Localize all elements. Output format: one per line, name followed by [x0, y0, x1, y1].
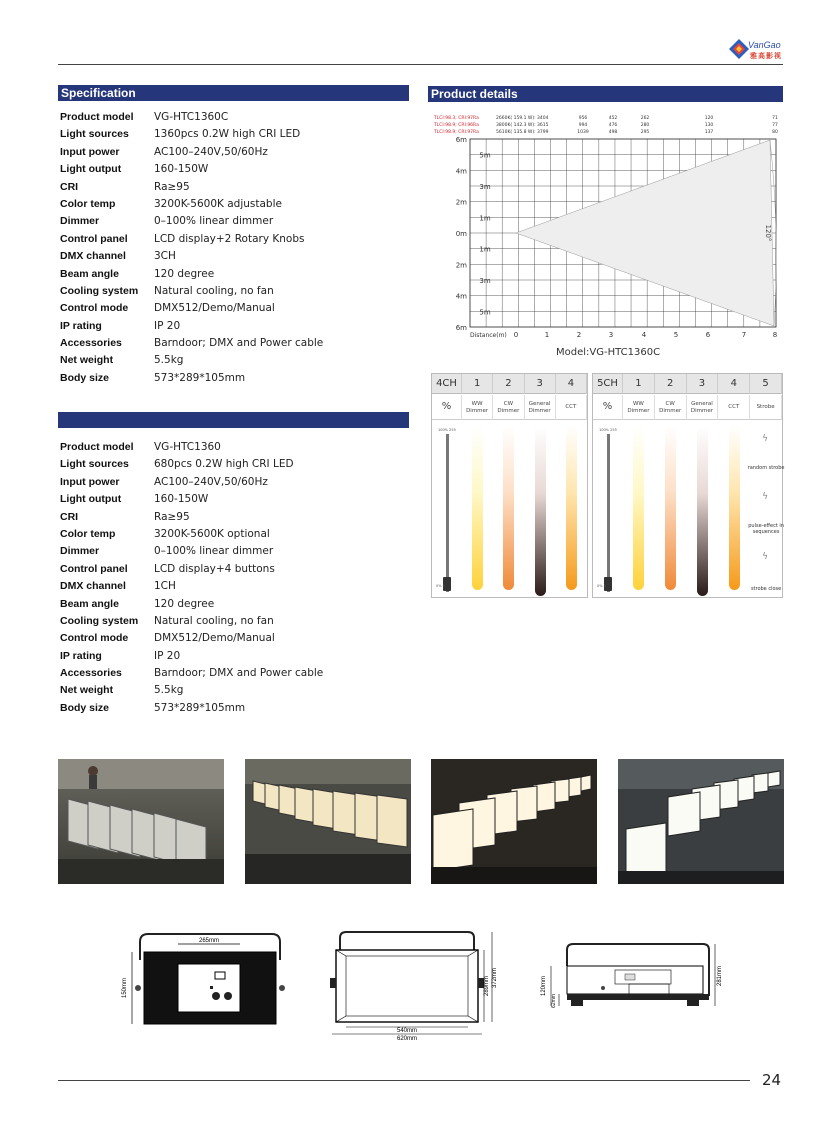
- spec-label: CRI: [60, 180, 79, 193]
- dmx-sub-cell: WW Dimmer: [623, 395, 655, 420]
- dmx-sub-cell: General Dimmer: [525, 395, 556, 420]
- spec-value: AC100–240V,50/60Hz: [154, 475, 268, 488]
- spec-label: Product model: [60, 441, 134, 453]
- dmx-header-row: [432, 374, 587, 394]
- series-name: 5610K( 135.8 W): 3799: [496, 130, 549, 135]
- cri-note: TLCI:98.9; CRI:97Ra: [434, 130, 479, 135]
- spec-label: Product model: [60, 111, 134, 123]
- dmx-header-cell: 4CH: [432, 374, 462, 394]
- spec-label: Cooling system: [60, 284, 139, 297]
- scale-bottom: 0% 0: [436, 584, 445, 588]
- spec-label: Accessories: [60, 337, 122, 350]
- drawing-side: [535, 940, 725, 1019]
- spec-label: Control mode: [60, 632, 129, 645]
- dmx-sub-cell: Strobe: [750, 395, 782, 420]
- spec-label: Light sources: [60, 458, 129, 471]
- series-value: 1039: [577, 130, 589, 135]
- x-tick-label: 5: [673, 331, 679, 339]
- dmx-table-5ch: [592, 373, 783, 598]
- top-rule: [58, 64, 783, 65]
- channel-gradient: [535, 426, 546, 596]
- brand-logo: [728, 38, 788, 62]
- series-value: 80: [772, 130, 778, 135]
- side-small-label: 62mm: [551, 994, 557, 1008]
- spec-label: Net weight: [60, 354, 114, 367]
- scale-bottom: 0% 0: [597, 584, 606, 588]
- dmx-sub-cell: General Dimmer: [687, 395, 719, 420]
- y-tick-label: 6m: [455, 324, 467, 332]
- spec-value: Natural cooling, no fan: [154, 284, 274, 297]
- spec-value: VG-HTC1360C: [154, 111, 229, 123]
- channel-gradient: [472, 426, 483, 590]
- spec-label: Control panel: [60, 562, 128, 575]
- dmx-sub-cell: CW Dimmer: [655, 395, 687, 420]
- beam-angle-label: 120°: [764, 224, 772, 242]
- spec-value: Ra≥95: [154, 510, 190, 523]
- spec-value: IP 20: [154, 649, 181, 662]
- x-axis-label: Distance(m): [470, 332, 507, 339]
- top-h1-label: 289mm: [484, 975, 490, 997]
- cri-note: TLCI:98.9; CRI:96Ra: [434, 123, 479, 128]
- page-number: 24: [762, 1071, 782, 1089]
- y-tick-label: 2m: [455, 261, 467, 270]
- spec-value: Barndoor; DMX and Power cable: [154, 667, 324, 680]
- series-value: 956: [578, 116, 588, 121]
- spec-value: Natural cooling, no fan: [154, 614, 274, 627]
- inner-tick-label: 1m: [479, 245, 491, 254]
- spec-label: Color temp: [60, 527, 116, 540]
- channel-gradient: [633, 426, 644, 590]
- spec-value: Barndoor; DMX and Power cable: [154, 337, 324, 350]
- series-value: 476: [608, 123, 618, 128]
- spec-label: DMX channel: [60, 580, 126, 593]
- series-value: 262: [640, 116, 650, 121]
- dmx-header-cell: 1: [623, 374, 655, 394]
- dmx-header-cell: 3: [687, 374, 719, 394]
- spec-label: Control panel: [60, 232, 128, 245]
- spec-label: Body size: [60, 701, 110, 714]
- dmx-header-row: [593, 374, 782, 394]
- top-inner-label: 540mm: [396, 1028, 418, 1034]
- spec-value: 120 degree: [154, 267, 215, 280]
- details-title: Product details: [431, 87, 518, 101]
- side-height-label: 281mm: [717, 965, 723, 987]
- channel-gradient: [697, 426, 708, 596]
- spec2-title-bar: [58, 412, 409, 428]
- spec-value: IP 20: [154, 319, 181, 332]
- dmx-table-4ch: [431, 373, 588, 598]
- logo-cn: 雅高影视: [750, 52, 782, 60]
- photo-row-bright: [431, 759, 597, 884]
- dmx-header-cell: 4: [718, 374, 750, 394]
- series-value: 120: [704, 116, 714, 121]
- cri-note: TLCI:98.3; CRI:97Ra: [434, 116, 479, 121]
- y-tick-label: 4m: [455, 167, 467, 176]
- dmx-header-cell: 1: [462, 374, 493, 394]
- dmx-header-cell: 4: [556, 374, 587, 394]
- spec-value: 3200K-5600K optional: [154, 527, 270, 540]
- spec-label: IP rating: [60, 649, 102, 662]
- logo-text: VanGao: [748, 40, 781, 50]
- x-tick-label: 7: [741, 331, 747, 339]
- spec-value: DMX512/Demo/Manual: [154, 302, 275, 315]
- spec-value: VG-HTC1360: [154, 441, 221, 453]
- spec-value: 573*289*105mm: [154, 371, 246, 384]
- drawing-front: [120, 930, 300, 1039]
- inner-tick-label: 5m: [479, 151, 491, 160]
- series-value: 994: [578, 123, 588, 128]
- dmx-sub-cell: CCT: [718, 395, 750, 420]
- dmx-header-cell: 3: [525, 374, 556, 394]
- series-value: 137: [704, 130, 714, 135]
- spec-label: Dimmer: [60, 215, 100, 228]
- spec-value: 120 degree: [154, 597, 215, 610]
- spec-title-bar: [58, 85, 409, 101]
- series-value: 295: [640, 130, 650, 135]
- spec-label: Body size: [60, 371, 110, 384]
- strobe-label: strobe close: [750, 586, 782, 592]
- channel-gradient: [566, 426, 577, 590]
- spec-label: Beam angle: [60, 597, 119, 610]
- x-tick-label: 2: [576, 331, 582, 339]
- spec-label: Light output: [60, 163, 122, 176]
- channel-gradient: [729, 426, 740, 590]
- dmx-sub-cell: CCT: [556, 395, 587, 420]
- inner-tick-label: 3m: [479, 183, 491, 191]
- spec-value: LCD display+4 buttons: [154, 562, 275, 575]
- inner-tick-label: 5m: [479, 308, 491, 317]
- spec-label: Light output: [60, 493, 122, 506]
- fader-track: [607, 434, 610, 592]
- spec-value: Ra≥95: [154, 180, 190, 193]
- fader-track: [446, 434, 449, 592]
- inner-tick-label: 3m: [479, 277, 491, 285]
- spec-value: 1360pcs 0.2W high CRI LED: [154, 128, 301, 141]
- logo-diamond-icon: [728, 38, 750, 60]
- spec-label: Input power: [60, 145, 120, 158]
- spec-label: Net weight: [60, 684, 114, 697]
- series-value: 452: [608, 116, 618, 121]
- dmx-sub-row: [432, 395, 587, 420]
- front-width-label: 265mm: [198, 938, 220, 944]
- x-tick-label: 4: [641, 331, 647, 339]
- drawing-top: [322, 928, 502, 1047]
- spec-label: Color temp: [60, 197, 116, 210]
- photo-row-dark: [618, 759, 784, 884]
- series-value: 498: [608, 130, 618, 135]
- x-tick-label: 1: [544, 331, 550, 339]
- spec-label: Beam angle: [60, 267, 119, 280]
- x-tick-label: 0: [513, 331, 519, 339]
- spec-label: IP rating: [60, 319, 102, 332]
- top-h2-label: 372mm: [492, 967, 498, 989]
- spec-value: 5.5kg: [154, 354, 184, 367]
- spec-label: CRI: [60, 510, 79, 523]
- x-tick-label: 6: [705, 331, 711, 339]
- spec-value: 3200K-5600K adjustable: [154, 197, 282, 210]
- spec-label: Dimmer: [60, 545, 100, 558]
- side-depth-label: 120mm: [541, 975, 547, 997]
- x-tick-label: 8: [772, 331, 778, 339]
- spec-value: 3CH: [154, 250, 176, 263]
- dmx-header-cell: 5CH: [593, 374, 623, 394]
- spec-value: 160-150W: [154, 163, 209, 176]
- y-tick-label: 4m: [455, 292, 467, 301]
- dmx-header-cell: 2: [493, 374, 524, 394]
- y-tick-label: 0m: [455, 230, 467, 238]
- scale-top: 100% 255: [599, 428, 617, 432]
- front-height-label: 150mm: [122, 977, 128, 999]
- photo-row-warm: [245, 759, 411, 884]
- dmx-sub-cell: WW Dimmer: [462, 395, 493, 420]
- strobe-icon: ϟ: [762, 434, 769, 444]
- dmx-header-cell: 5: [750, 374, 782, 394]
- details-title-bar: [428, 86, 783, 102]
- spec-label: Accessories: [60, 667, 122, 680]
- strobe-label: pulse-effect in sequences: [748, 523, 784, 535]
- spec-value: 0–100% linear dimmer: [154, 215, 274, 228]
- spec-value: LCD display+2 Rotary Knobs: [154, 232, 305, 245]
- dmx-header-cell: 2: [655, 374, 687, 394]
- dmx-sub-cell: CW Dimmer: [493, 395, 524, 420]
- strobe-icon: ϟ: [762, 552, 769, 562]
- spec-value: DMX512/Demo/Manual: [154, 632, 275, 645]
- spec-label: Cooling system: [60, 614, 139, 627]
- series-name: 3800K( 142.3 W): 3615: [496, 123, 549, 128]
- spec-label: Control mode: [60, 302, 129, 315]
- spec-value: 573*289*105mm: [154, 701, 246, 714]
- y-tick-label: 2m: [455, 198, 467, 207]
- beam-chart: [428, 108, 788, 364]
- bottom-rule: [58, 1080, 750, 1081]
- channel-gradient: [503, 426, 514, 590]
- inner-tick-label: 1m: [479, 214, 491, 223]
- spec-value: 160-150W: [154, 493, 209, 506]
- dmx-sub-cell: %: [432, 395, 462, 420]
- spec-label: DMX channel: [60, 250, 126, 263]
- series-value: 280: [640, 123, 650, 128]
- scale-top: 100% 255: [438, 428, 456, 432]
- dmx-sub-cell: %: [593, 395, 623, 420]
- strobe-label: random strobe: [747, 465, 785, 471]
- chart-caption: Model:VG-HTC1360C: [556, 347, 661, 358]
- series-name: 2660K( 159.1 W): 3404: [496, 116, 549, 121]
- spec-value: 0–100% linear dimmer: [154, 545, 274, 558]
- photo-workshop: [58, 759, 224, 884]
- beam-chart-svg: [428, 108, 788, 348]
- spec-value: AC100–240V,50/60Hz: [154, 145, 268, 158]
- spec-title: Specification: [61, 86, 136, 100]
- series-value: 77: [772, 123, 778, 128]
- spec-value: 1CH: [154, 580, 176, 593]
- dmx-sub-row: [593, 395, 782, 420]
- y-tick-label: 6m: [455, 136, 467, 144]
- spec-label: Light sources: [60, 128, 129, 141]
- top-outer-label: 620mm: [396, 1036, 418, 1042]
- strobe-icon: ϟ: [762, 492, 769, 502]
- x-tick-label: 3: [608, 331, 614, 339]
- channel-gradient: [665, 426, 676, 590]
- series-value: 130: [704, 123, 714, 128]
- spec-label: Input power: [60, 475, 120, 488]
- spec-value: 680pcs 0.2W high CRI LED: [154, 458, 294, 471]
- spec-value: 5.5kg: [154, 684, 184, 697]
- series-value: 71: [772, 116, 778, 121]
